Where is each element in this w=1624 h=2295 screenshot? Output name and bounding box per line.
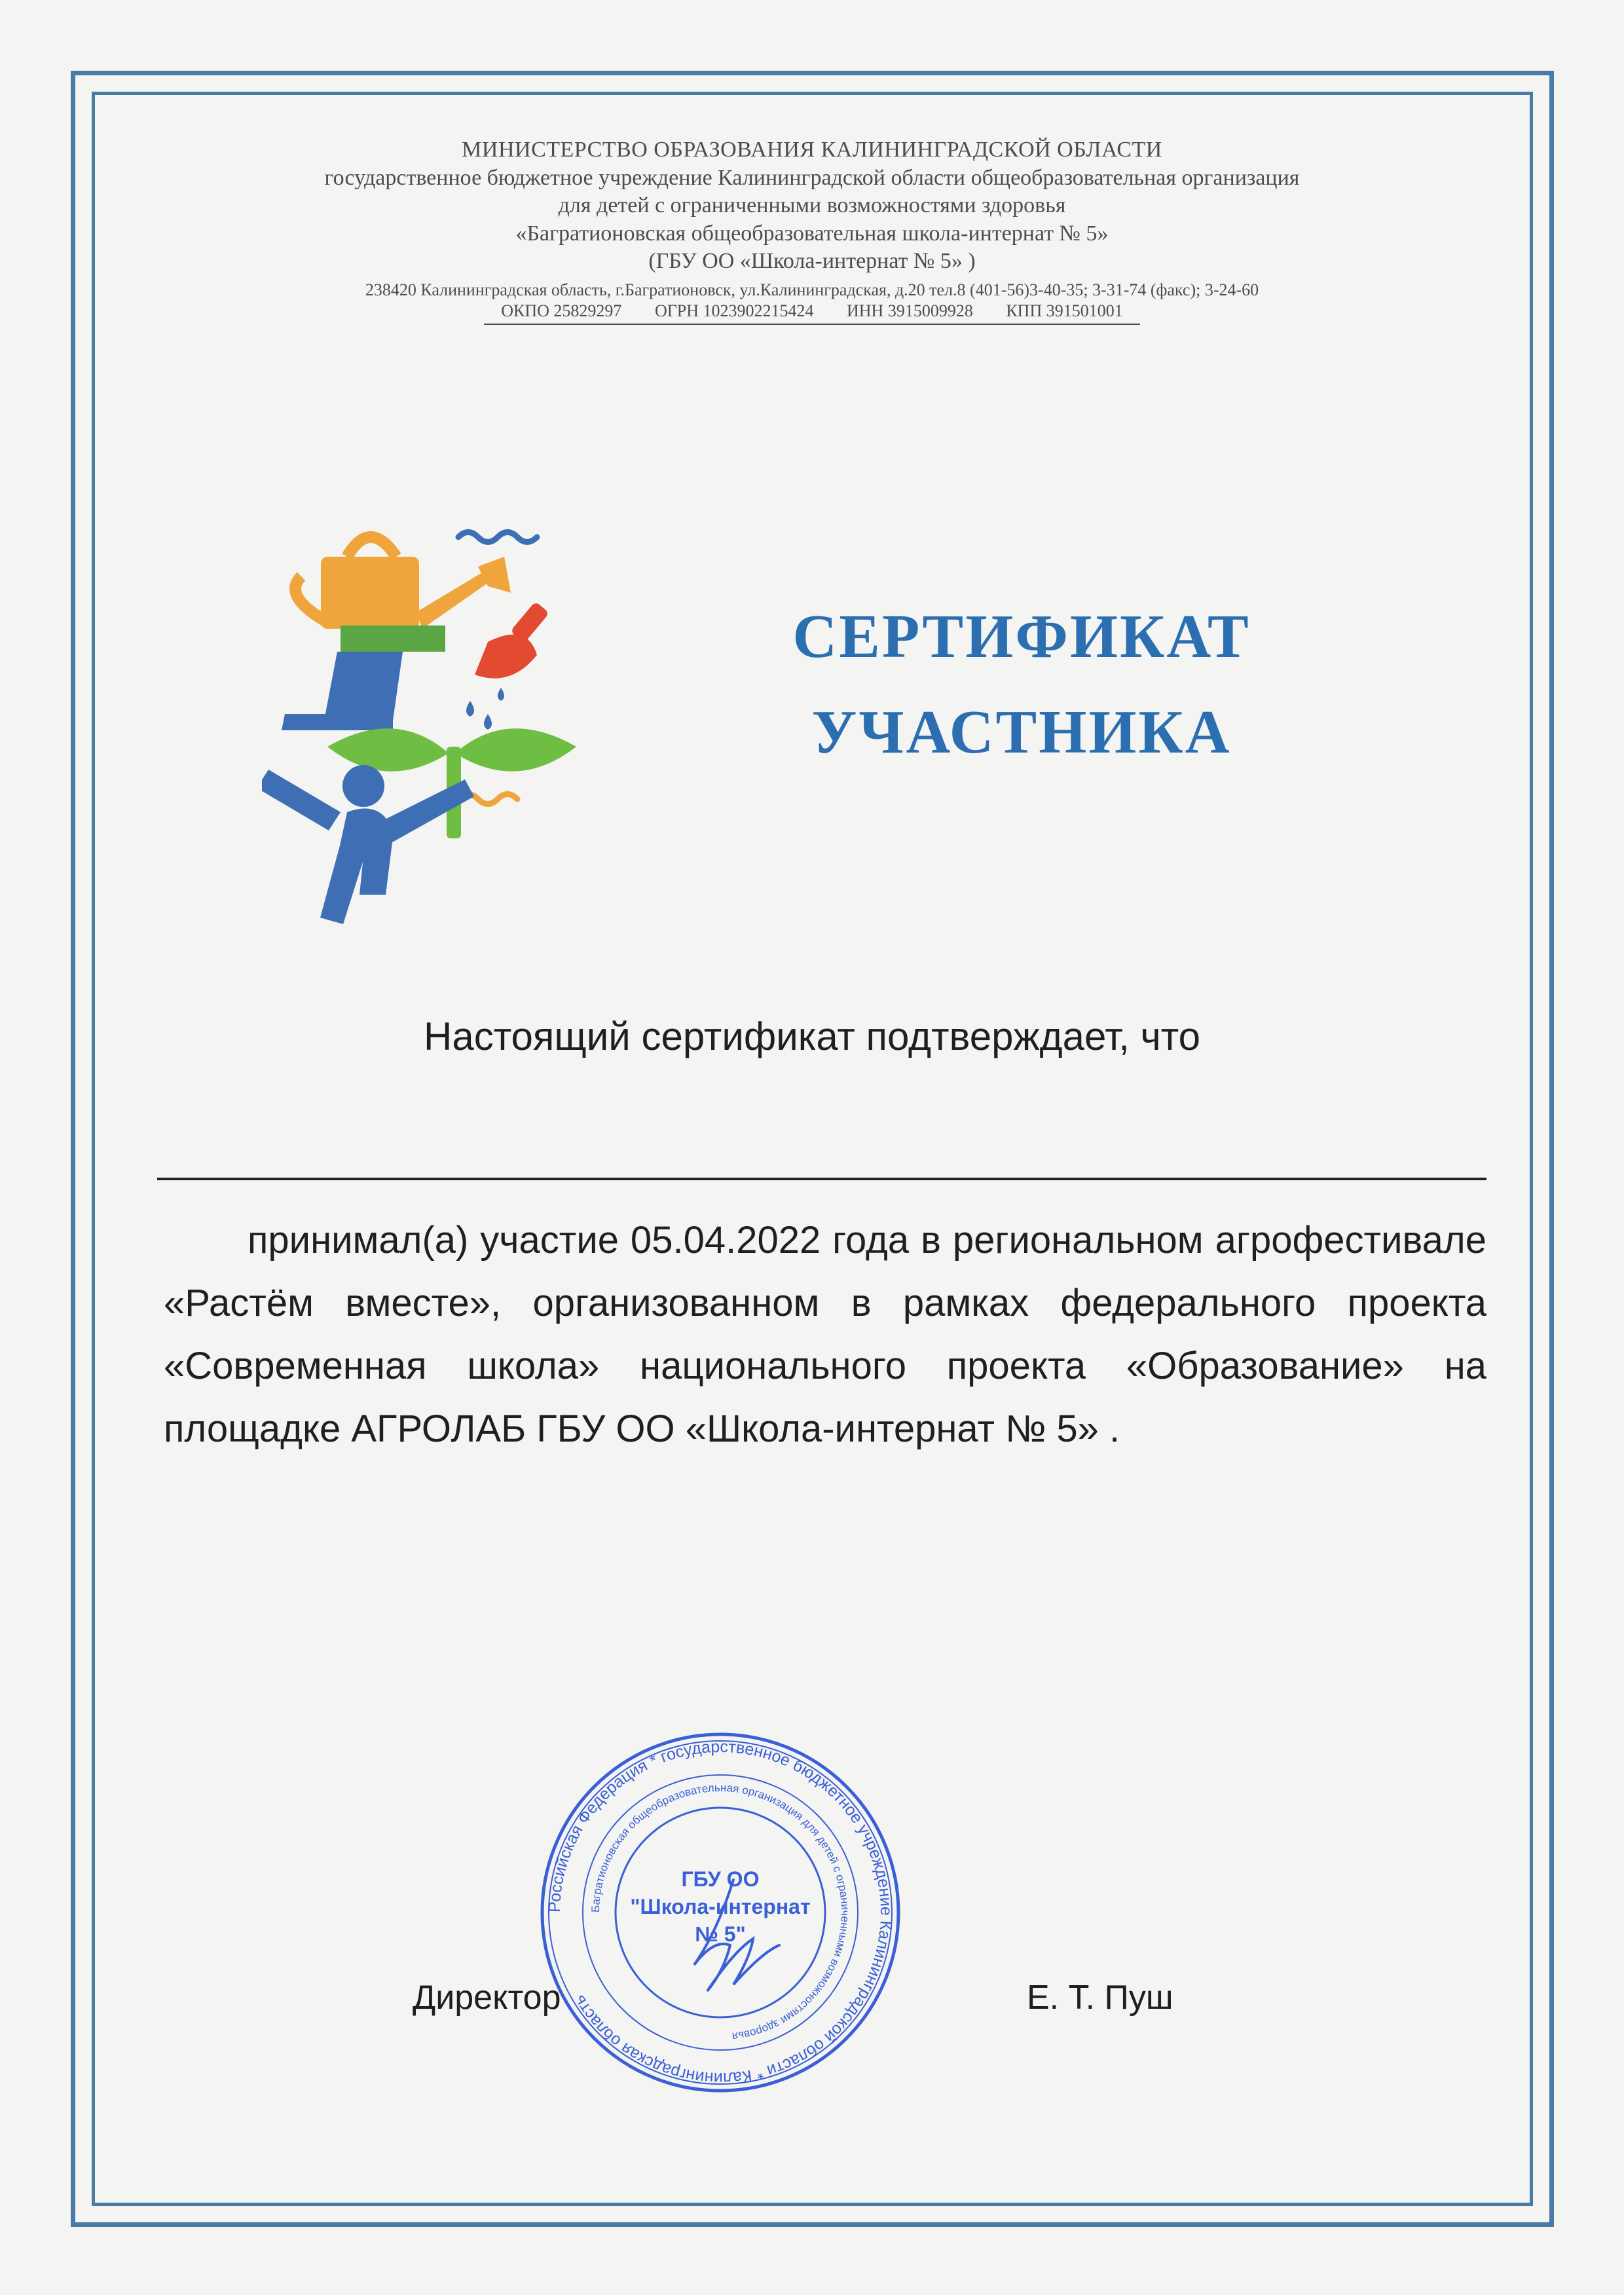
recipient-name-line — [157, 1178, 1486, 1180]
director-name: Е. Т. Пуш — [1027, 1979, 1173, 2017]
certificate-body-text: принимал(а) участие 05.04.2022 года в региональном агрофестивале «Растём вместе», организованном в рамках федерального проекта «Современная школа» национального проекта «Образование» на площадке АГРОЛАБ ГБУ ОО «Школа-интернат № 5» . — [164, 1219, 1486, 1450]
stamp-center-line-3: № 5" — [695, 1922, 746, 1946]
stamp-center-line-2: "Школа-интернат — [630, 1895, 811, 1918]
institution-line-3: «Багратионовская общеобразовательная школа-интернат № 5» — [515, 221, 1109, 246]
stamp-outer-text: Российская Федерация * государственное бюджетное учреждение Калининградской области * Калининградская область — [545, 1737, 896, 2088]
certificate-title-line-1: СЕРТИФИКАТ — [792, 603, 1251, 671]
certificate-title-line-2: УЧАСТНИКА — [811, 698, 1232, 766]
official-stamp-icon — [537, 1729, 904, 2096]
okpo-code: ОКПО 25829297 — [501, 301, 622, 320]
confirm-statement: Настоящий сертификат подтверждает, что — [424, 1015, 1200, 1058]
letterhead — [98, 136, 1526, 325]
certificate-body — [164, 1209, 1486, 1461]
institution-line-2: для детей с ограниченными возможностями здоровья — [558, 193, 1066, 217]
registration-codes — [484, 301, 1139, 325]
inn-code: ИНН 3915009928 — [846, 301, 973, 320]
ministry-name: МИНИСТЕРСТВО ОБРАЗОВАНИЯ КАЛИНИНГРАДСКОЙ ОБЛАСТИ — [462, 138, 1162, 162]
agro-logo-icon — [262, 504, 629, 950]
institution-address: 238420 Калининградская область, г.Багратионовск, ул.Калининградская, д.20 тел.8 (401-56)3-40-35; 3-31-74 (факс); 3-24-60 — [365, 280, 1259, 299]
director-label: Директор — [413, 1979, 561, 2017]
institution-line-1: государственное бюджетное учреждение Калининградской области общеобразовательная организация — [324, 165, 1300, 190]
stamp-inner-text: Багратионовская общеобразовательная организация для детей с ограниченными возможностями здоровья — [589, 1781, 852, 2043]
kpp-code: КПП 391501001 — [1006, 301, 1123, 320]
ogrn-code: ОГРН 1023902215424 — [654, 301, 814, 320]
stamp-center-line-1: ГБУ ОО — [681, 1867, 760, 1891]
institution-short-name: (ГБУ ОО «Школа-интернат № 5» ) — [648, 249, 976, 273]
certificate-title — [766, 589, 1277, 780]
